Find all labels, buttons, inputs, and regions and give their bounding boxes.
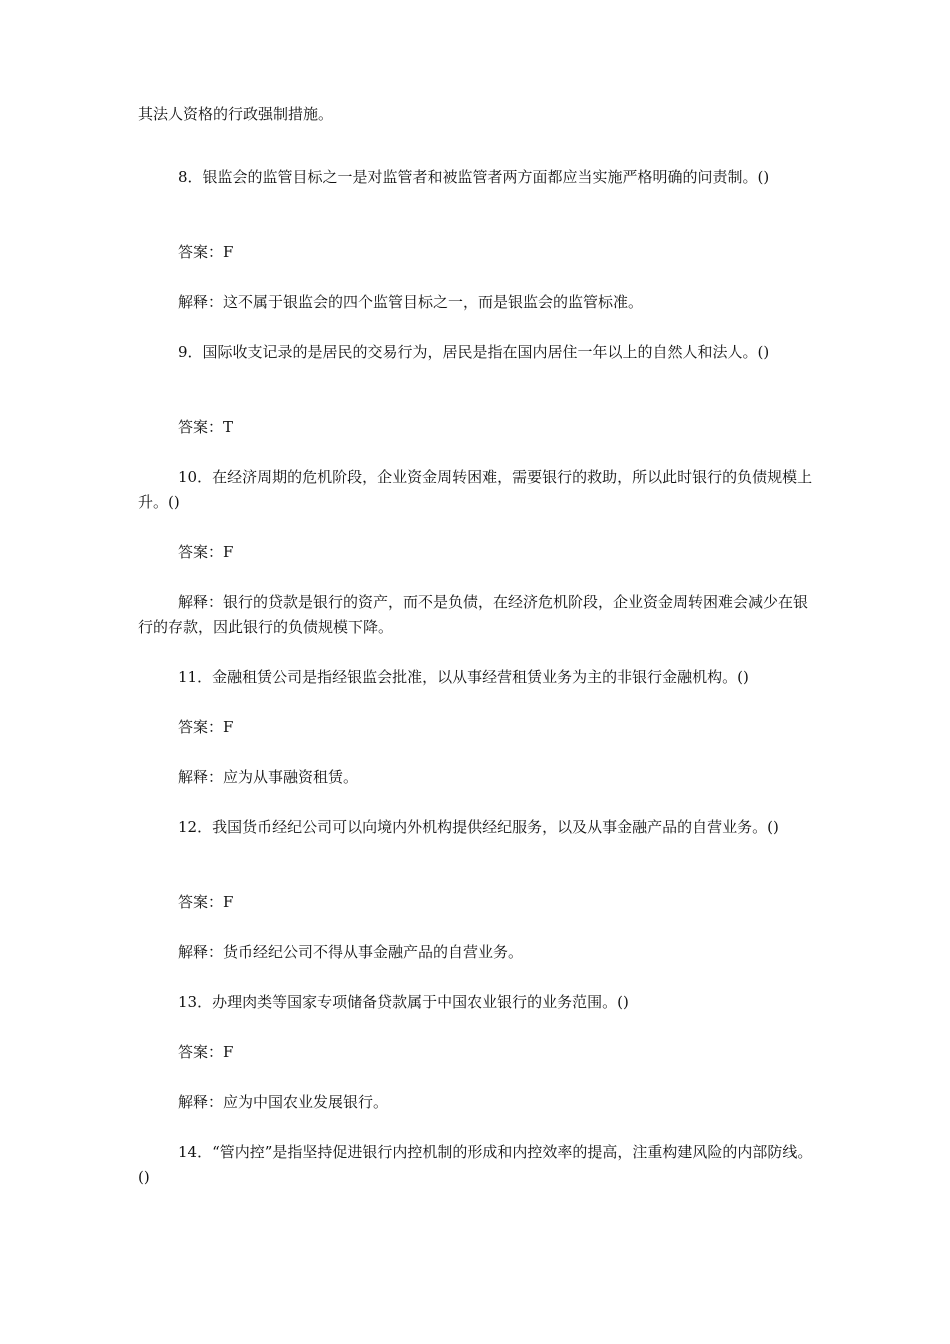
question-12: 12．我国货币经纪公司可以向境内外机构提供经纪服务，以及从事金融产品的自营业务。() [178, 818, 779, 836]
question-11: 11．金融租赁公司是指经银监会批准，以从事经营租赁业务为主的非银行金融机构。() [178, 668, 749, 686]
explanation-8: 解释：这不属于银监会的四个监管目标之一，而是银监会的监管标准。 [178, 293, 644, 311]
paragraph-continuation: 其法人资格的行政强制措施。 [138, 105, 334, 123]
explanation-10: 解释：银行的贷款是银行的资产，而不是负债，在经济危机阶段，企业资金周转困难会减少在银行的存款，因此银行的负债规模下降。 [138, 593, 809, 636]
answer-9: 答案：T [178, 418, 234, 436]
answer-12: 答案：F [178, 893, 234, 911]
question-13: 13．办理肉类等国家专项储备贷款属于中国农业银行的业务范围。() [178, 993, 629, 1011]
question-8: 8．银监会的监管目标之一是对监管者和被监管者两方面都应当实施严格明确的问责制。() [178, 168, 770, 186]
answer-13: 答案：F [178, 1043, 234, 1061]
explanation-12: 解释：货币经纪公司不得从事金融产品的自营业务。 [178, 943, 524, 961]
answer-10: 答案：F [178, 543, 234, 561]
question-14: 14．“管内控”是指坚持促进银行内控机制的形成和内控效率的提高，注重构建风险的内部防线。() [138, 1143, 813, 1186]
answer-11: 答案：F [178, 718, 234, 736]
answer-8: 答案：F [178, 243, 234, 261]
question-10: 10．在经济周期的危机阶段，企业资金周转困难，需要银行的救助，所以此时银行的负债规模上升。() [138, 468, 813, 511]
explanation-11: 解释：应为从事融资租赁。 [178, 768, 359, 786]
explanation-13: 解释：应为中国农业发展银行。 [178, 1093, 389, 1111]
question-9: 9．国际收支记录的是居民的交易行为，居民是指在国内居住一年以上的自然人和法人。() [178, 343, 770, 361]
